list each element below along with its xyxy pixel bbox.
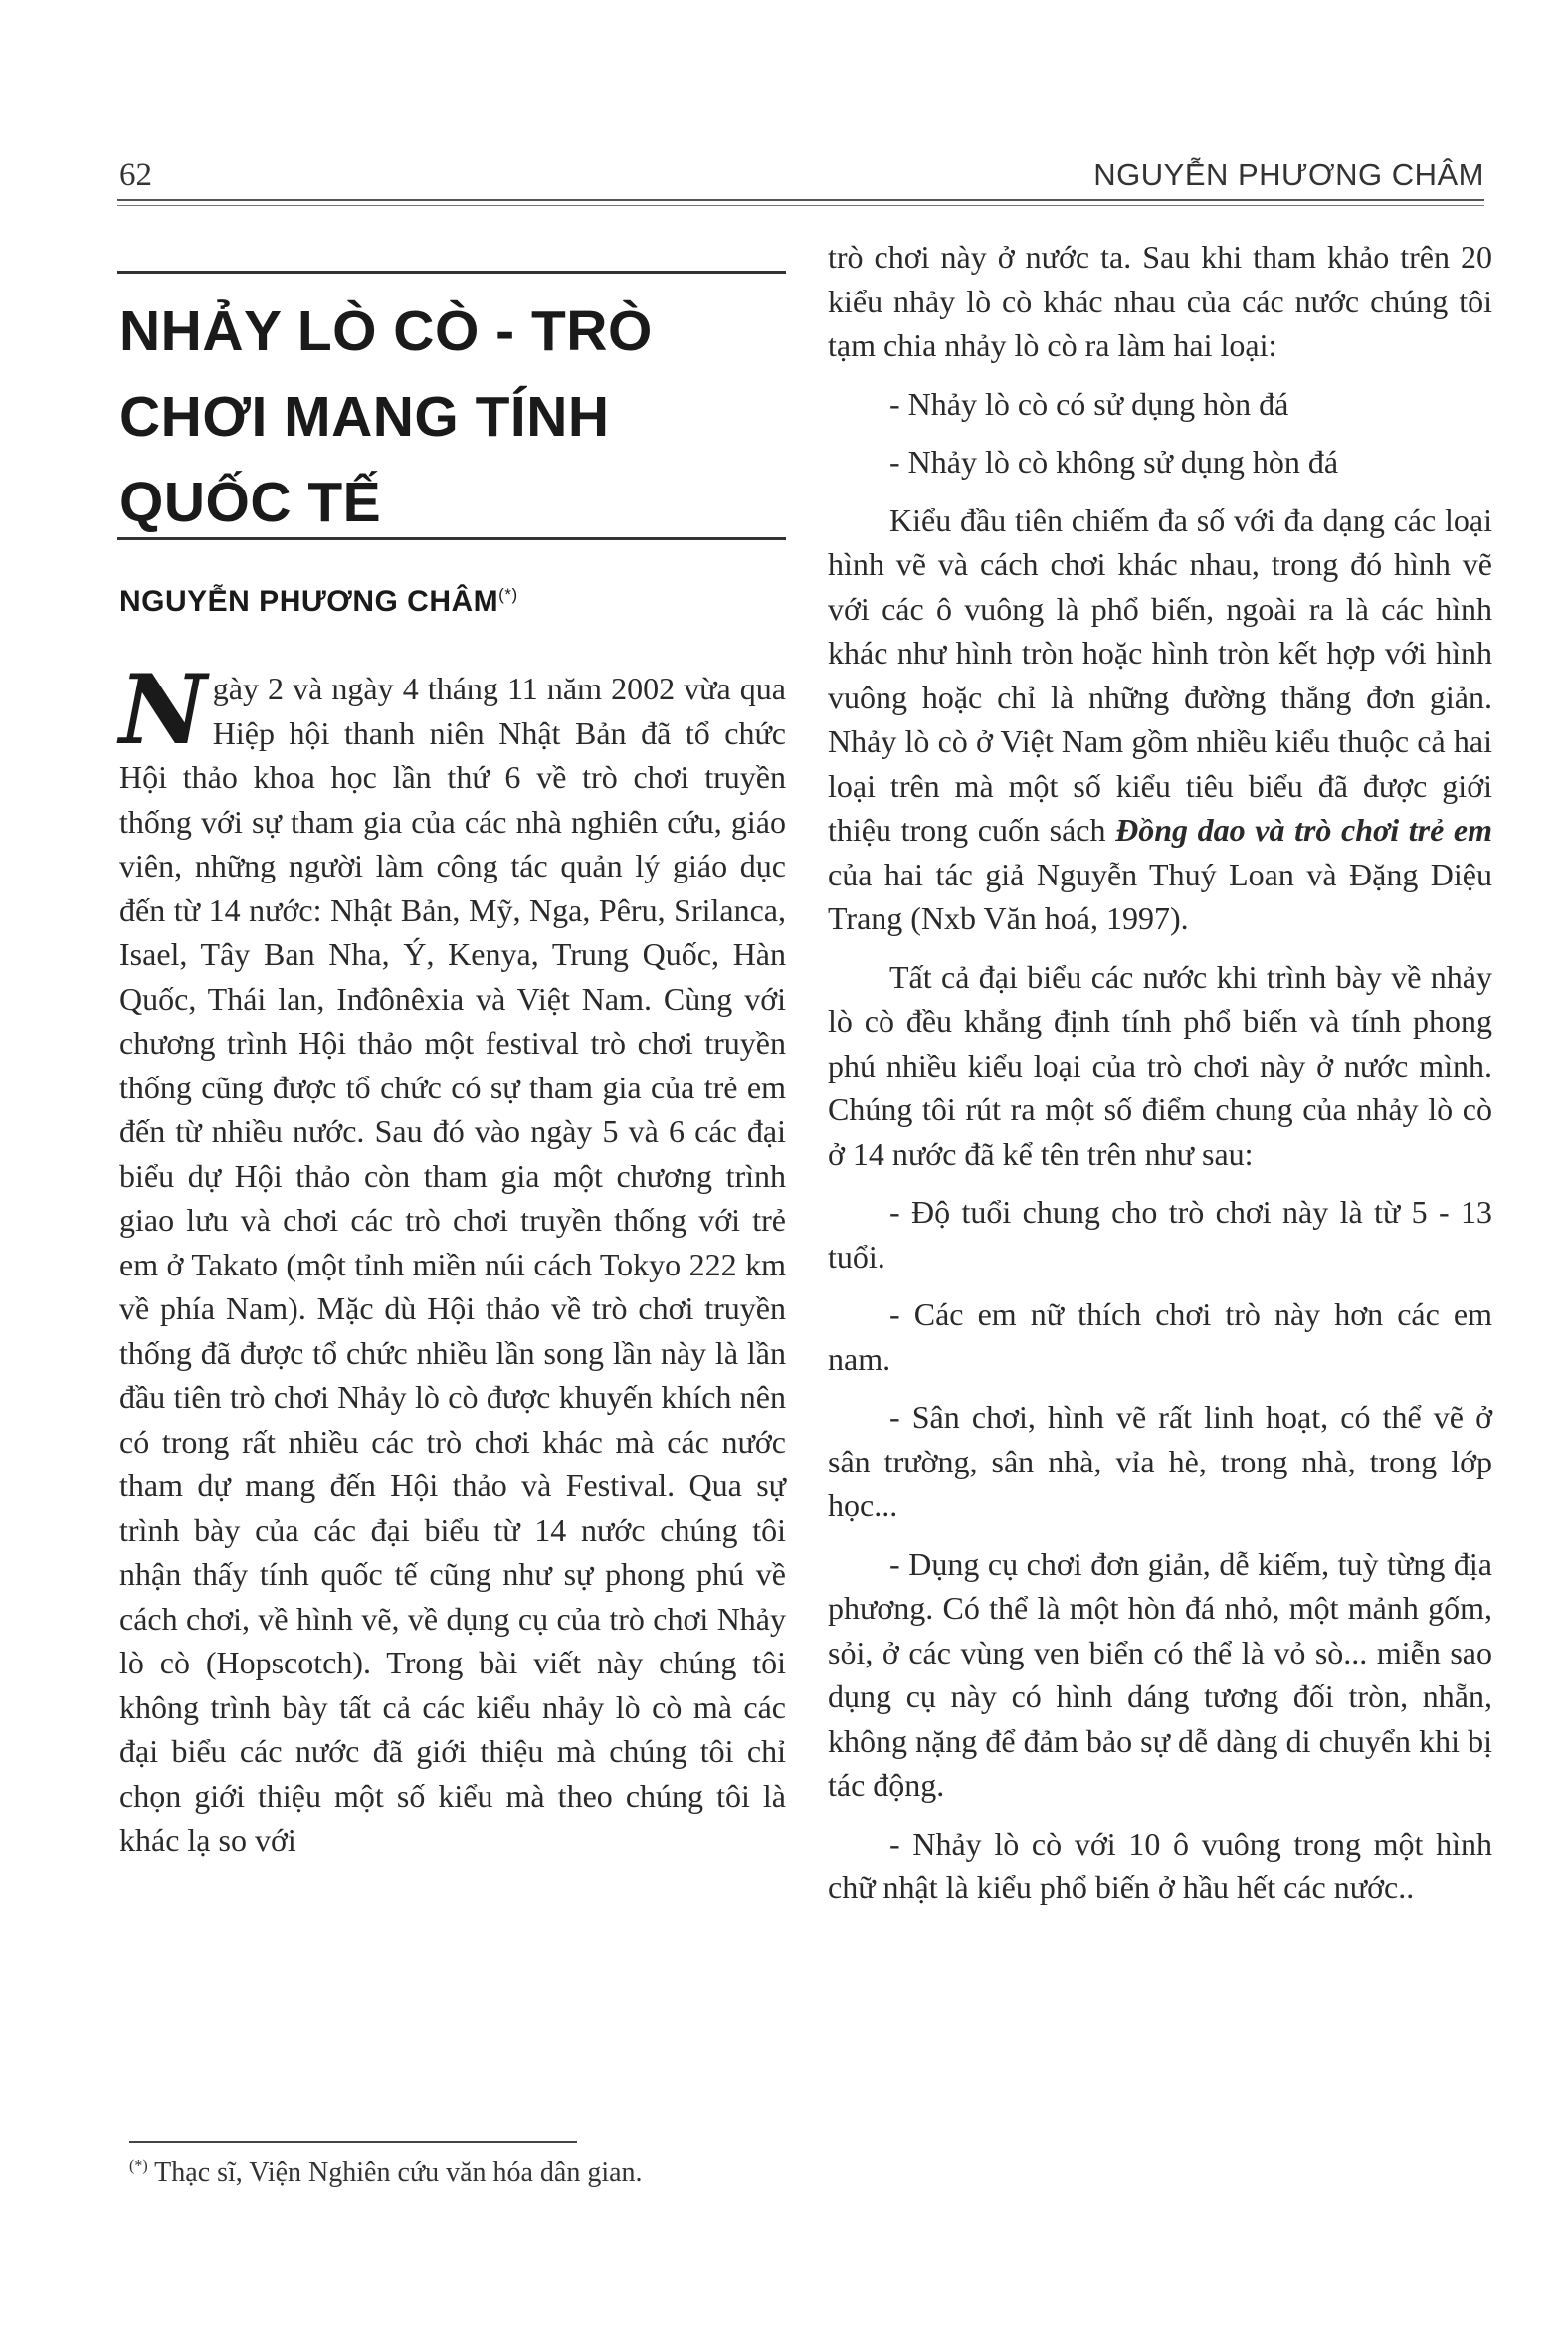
- author-byline: [119, 585, 518, 619]
- types-text-after: của hai tác giả Nguyễn Thuý Loan và Đặng Diệu Trang (Nxb Văn hoá, 1997).: [828, 856, 1492, 936]
- header-rule: [117, 199, 1484, 201]
- author-footnote-mark: (*): [498, 585, 518, 604]
- title-rule-bottom: [117, 537, 786, 540]
- left-column: [119, 654, 786, 1862]
- intro-paragraph: [119, 654, 786, 1862]
- common-point-4: - Dụng cụ chơi đơn giản, dễ kiếm, tuỳ từng địa phương. Có thể là một hòn đá nhỏ, một mảnh gốm, sỏi, ở các vùng ven biển có thể là vỏ sò... miễn sao dụng cụ này có hình dáng tương đối tròn, nhẵn, không nặng để đảm bảo sự dễ dàng di chuyển khi bị tác động.: [828, 1545, 1492, 1803]
- drop-cap: N: [119, 654, 207, 766]
- continuation-paragraph: trò chơi này ở nước ta. Sau khi tham khảo trên 20 kiểu nhảy lò cò khác nhau của các nước chúng tôi tạm chia nhảy lò cò ra làm hai loại:: [828, 239, 1492, 363]
- right-column: [828, 235, 1492, 1910]
- header-rule-thin: [117, 205, 1484, 206]
- footnote-text: Thạc sĩ, Viện Nghiên cứu văn hóa dân gian.: [154, 2157, 643, 2188]
- types-paragraph: [828, 498, 1492, 941]
- common-point-1: - Độ tuổi chung cho trò chơi này là từ 5 - 13 tuổi.: [828, 1194, 1492, 1274]
- footnote-mark: (*): [129, 2157, 148, 2175]
- author-name: NGUYỄN PHƯƠNG CHÂM: [119, 585, 499, 618]
- article-title: [119, 289, 786, 545]
- type-item-1: - Nhảy lò cò có sử dụng hòn đá: [889, 385, 1289, 422]
- summary-paragraph: Tất cả đại biểu các nước khi trình bày về nhảy lò cò đều khẳng định tính phổ biến và tính phong phú nhiều kiểu loại của trò chơi này ở nước mình. Chúng tôi rút ra một số điểm chung của nhảy lò cò ở 14 nước đã kể tên trên như sau:: [828, 958, 1492, 1172]
- title-rule-top: [117, 271, 786, 274]
- footnote: [129, 2157, 643, 2189]
- common-point-5: - Nhảy lò cò với 10 ô vuông trong một hình chữ nhật là kiểu phổ biến ở hầu hết các nước..: [828, 1825, 1492, 1905]
- title-line-1: NHẢY LÒ CÒ - TRÒ: [119, 299, 653, 363]
- footnote-rule: [129, 2141, 577, 2143]
- title-line-3: QUỐC TẾ: [119, 471, 382, 534]
- title-line-2: CHƠI MANG TÍNH: [119, 385, 610, 449]
- type-item-2: - Nhảy lò cò không sử dụng hòn đá: [889, 444, 1339, 480]
- running-head: NGUYỄN PHƯƠNG CHÂM: [1093, 157, 1484, 192]
- types-text-before: Kiểu đầu tiên chiếm đa số với đa dạng các loại hình vẽ và cách chơi khác nhau, trong đó hình vẽ với các ô vuông là phổ biến, ngoài ra là các hình khác như hình tròn hoặc hình tròn kết hợp với hình vuông hoặc chỉ là những đường thẳng đơn giản. Nhảy lò cò ở Việt Nam gồm nhiều kiểu thuộc cả hai loại trên mà một số kiểu tiêu biểu đã được giới thiệu trong cuốn sách: [828, 501, 1492, 848]
- common-point-3: - Sân chơi, hình vẽ rất linh hoạt, có thể vẽ ở sân trường, sân nhà, vỉa hè, trong nhà, trong lớp học...: [828, 1399, 1492, 1523]
- common-point-2: - Các em nữ thích chơi trò này hơn các em nam.: [828, 1296, 1492, 1377]
- page-number: 62: [119, 157, 152, 193]
- book-title: Đồng dao và trò chơi trẻ em: [1115, 812, 1492, 848]
- intro-text: gày 2 và ngày 4 tháng 11 năm 2002 vừa qua Hiệp hội thanh niên Nhật Bản đã tổ chức Hội thảo khoa học lần thứ 6 về trò chơi truyền thống với sự tham gia của các nhà nghiên cứu, giáo viên, những người làm công tác quản lý giáo dục đến từ 14 nước: Nhật Bản, Mỹ, Nga, Pêru, Srilanca, Isael, Tây Ban Nha, Ý, Kenya, Trung Quốc, Hàn Quốc, Thái lan, Inđônêxia và Việt Nam. Cùng với chương trình Hội thảo một festival trò chơi truyền thống cũng được tổ chức có sự tham gia của trẻ em đến từ nhiều nước. Sau đó vào ngày 5 và 6 các đại biểu dự Hội thảo còn tham gia một chương trình giao lưu và chơi các trò chơi truyền thống với trẻ em ở Takato (một tỉnh miền núi cách Tokyo 222 km về phía Nam). Mặc dù Hội thảo về trò chơi truyền thống đã được tổ chức nhiều lần song lần này là lần đầu tiên trò chơi Nhảy lò cò được khuyến khích nên có trong rất nhiều các trò chơi khác mà các nước tham dự mang đến Hội thảo và Festival. Qua sự trình bày của các đại biểu từ 14 nước chúng tôi nhận thấy tính quốc tế cũng như sự phong phú về cách chơi, về hình vẽ, về dụng cụ của trò chơi Nhảy lò cò (Hopscotch). Trong bài viết này chúng tôi không trình bày tất cả các kiểu nhảy lò cò mà các đại biểu các nước đã giới thiệu mà chúng tôi chỉ chọn giới thiệu một số kiểu mà theo chúng tôi là khác lạ so với: [119, 671, 786, 1858]
